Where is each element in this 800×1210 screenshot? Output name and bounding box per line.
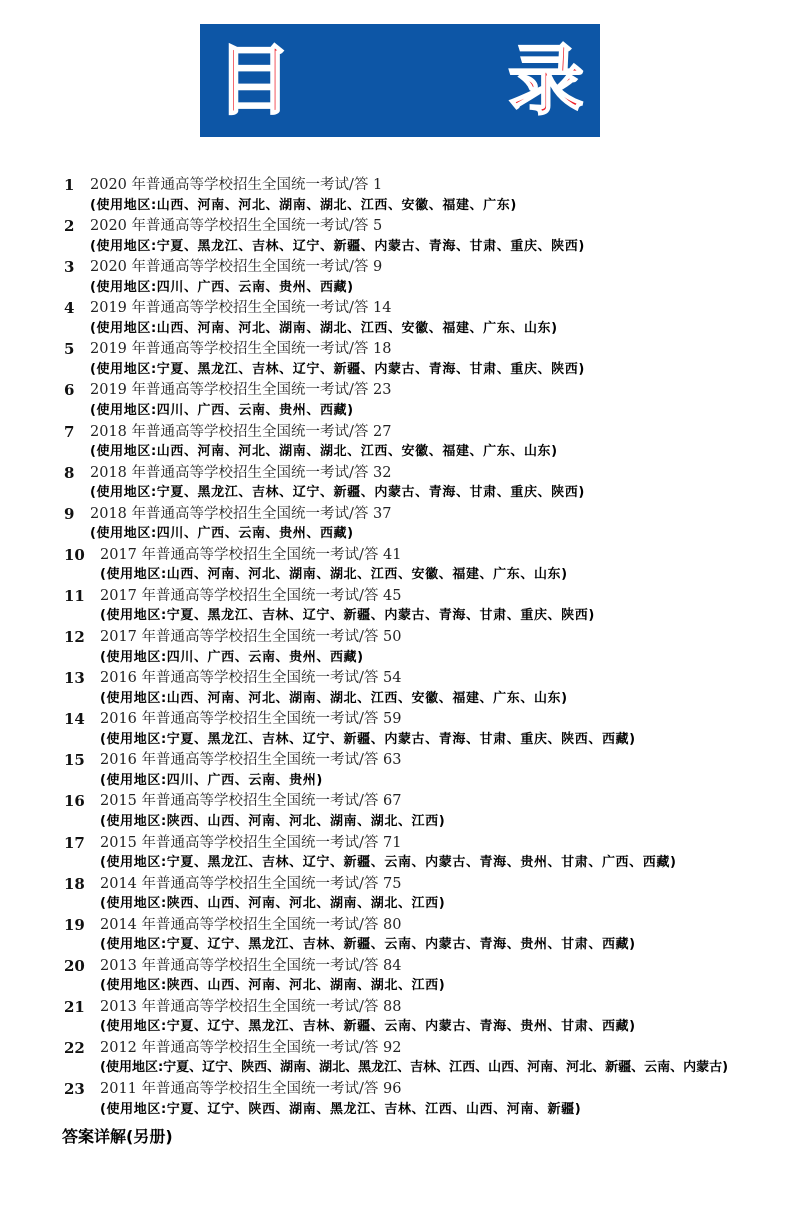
entry-number: 6 (64, 381, 75, 400)
toc-entry[interactable] (0, 750, 800, 791)
entry-region: (使用地区:四川、广西、云南、贵州) (100, 772, 323, 788)
entry-region: (使用地区:宁夏、辽宁、黑龙江、吉林、新疆、云南、内蒙古、青海、贵州、甘肃、西藏) (100, 937, 636, 953)
entry-number: 16 (64, 792, 85, 811)
toc-entry[interactable] (0, 216, 800, 257)
entry-title: 2018 年普通高等学校招生全国统一考试/答 37 (90, 505, 392, 522)
toc-entry[interactable] (0, 833, 800, 874)
entry-title: 2016 年普通高等学校招生全国统一考试/答 59 (100, 711, 402, 728)
entry-title: 2015 年普通高等学校招生全国统一考试/答 71 (100, 834, 402, 851)
table-of-contents (0, 175, 800, 1120)
entry-title: 2012 年普通高等学校招生全国统一考试/答 92 (100, 1039, 402, 1056)
entry-title: 2017 年普通高等学校招生全国统一考试/答 41 (100, 546, 402, 563)
toc-entry[interactable] (0, 586, 800, 627)
entry-region: (使用地区:陕西、山西、河南、河北、湖南、湖北、江西) (100, 896, 446, 912)
entry-number: 13 (64, 669, 85, 688)
entry-region: (使用地区:山西、河南、河北、湖南、湖北、江西、安徽、福建、广东、山东) (90, 444, 558, 460)
entry-region: (使用地区:山西、河南、河北、湖南、湖北、江西、安徽、福建、广东、山东) (100, 567, 568, 583)
entry-region: (使用地区:宁夏、黑龙江、吉林、辽宁、新疆、内蒙古、青海、甘肃、重庆、陕西) (100, 608, 595, 624)
entry-region: (使用地区:四川、广西、云南、贵州、西藏) (90, 279, 354, 295)
entry-number: 17 (64, 833, 85, 852)
entry-title: 2015 年普通高等学校招生全国统一考试/答 67 (100, 793, 402, 810)
entry-region: (使用地区:山西、河南、河北、湖南、湖北、江西、安徽、福建、广东、山东) (90, 320, 558, 336)
entry-title: 2011 年普通高等学校招生全国统一考试/答 96 (100, 1081, 402, 1098)
entry-region: (使用地区:四川、广西、云南、贵州、西藏) (90, 402, 354, 418)
entry-number: 2 (64, 217, 75, 236)
entry-region: (使用地区:山西、河南、河北、湖南、湖北、江西、安徽、福建、广东) (90, 197, 517, 213)
entry-number: 15 (64, 751, 85, 770)
entry-title: 2014 年普通高等学校招生全国统一考试/答 75 (100, 875, 402, 892)
entry-title: 2020 年普通高等学校招生全国统一考试/答 5 (90, 218, 383, 235)
toc-entry[interactable] (0, 257, 800, 298)
entry-title: 2016 年普通高等学校招生全国统一考试/答 63 (100, 752, 402, 769)
entry-region: (使用地区:宁夏、黑龙江、吉林、辽宁、新疆、内蒙古、青海、甘肃、重庆、陕西) (90, 238, 585, 254)
entry-region: (使用地区:宁夏、辽宁、陕西、湖南、黑龙江、吉林、江西、山西、河南、新疆) (100, 1101, 582, 1117)
entry-number: 10 (64, 545, 85, 564)
toc-entry[interactable] (0, 874, 800, 915)
entry-region: (使用地区:陕西、山西、河南、河北、湖南、湖北、江西) (100, 813, 446, 829)
entry-number: 8 (64, 463, 75, 482)
entry-title: 2019 年普通高等学校招生全国统一考试/答 14 (90, 300, 392, 317)
entry-region: (使用地区:陕西、山西、河南、河北、湖南、湖北、江西) (100, 978, 446, 994)
entry-region: (使用地区:宁夏、黑龙江、吉林、辽宁、新疆、内蒙古、青海、甘肃、重庆、陕西) (90, 361, 585, 377)
toc-entry[interactable] (0, 175, 800, 216)
page-title: 目 录 (216, 35, 654, 125)
entry-number: 18 (64, 874, 85, 893)
answers-note: 答案详解(另册) (62, 1127, 173, 1146)
entry-title: 2020 年普通高等学校招生全国统一考试/答 1 (90, 177, 383, 193)
entry-region: (使用地区:宁夏、辽宁、黑龙江、吉林、新疆、云南、内蒙古、青海、贵州、甘肃、西藏) (100, 1019, 636, 1035)
entry-number: 12 (64, 628, 85, 647)
entry-title: 2019 年普通高等学校招生全国统一考试/答 18 (90, 341, 392, 358)
entry-number: 5 (64, 340, 75, 359)
entry-number: 7 (64, 422, 75, 441)
toc-entry[interactable] (0, 380, 800, 421)
toc-entry[interactable] (0, 956, 800, 997)
toc-entry[interactable] (0, 791, 800, 832)
toc-entry[interactable] (0, 545, 800, 586)
entry-region: (使用地区:宁夏、黑龙江、吉林、辽宁、新疆、云南、内蒙古、青海、贵州、甘肃、广西、西藏) (100, 855, 677, 870)
entry-number: 22 (64, 1038, 85, 1057)
toc-entry[interactable] (0, 504, 800, 545)
toc-entry[interactable] (0, 915, 800, 956)
entry-title: 2013 年普通高等学校招生全国统一考试/答 84 (100, 957, 402, 974)
title-banner (200, 24, 654, 137)
toc-entry[interactable] (0, 997, 800, 1038)
entry-number: 20 (64, 956, 85, 975)
entry-region: (使用地区:四川、广西、云南、贵州、西藏) (100, 649, 364, 665)
entry-title: 2020 年普通高等学校招生全国统一考试/答 9 (90, 259, 383, 276)
toc-entry[interactable] (0, 1079, 800, 1120)
toc-entry[interactable] (0, 1038, 800, 1079)
entry-number: 4 (64, 299, 75, 318)
entry-region: (使用地区:宁夏、辽宁、陕西、湖南、湖北、黑龙江、吉林、江西、山西、河南、河北、新疆、云南、内蒙古) (100, 1060, 729, 1076)
toc-entry[interactable] (0, 668, 800, 709)
entry-title: 2018 年普通高等学校招生全国统一考试/答 27 (90, 423, 392, 440)
entry-number: 11 (64, 586, 85, 605)
toc-entry[interactable] (0, 627, 800, 668)
entry-title: 2019 年普通高等学校招生全国统一考试/答 23 (90, 382, 392, 399)
entry-title: 2018 年普通高等学校招生全国统一考试/答 32 (90, 464, 392, 481)
entry-title: 2017 年普通高等学校招生全国统一考试/答 45 (100, 587, 402, 604)
toc-entry[interactable] (0, 709, 800, 750)
entry-region: (使用地区:宁夏、黑龙江、吉林、辽宁、新疆、内蒙古、青海、甘肃、重庆、陕西、西藏) (100, 731, 636, 747)
entry-number: 1 (64, 176, 75, 194)
entry-number: 23 (64, 1080, 85, 1099)
entry-number: 21 (64, 997, 85, 1016)
entry-number: 3 (64, 258, 75, 277)
toc-entry[interactable] (0, 339, 800, 380)
entry-title: 2014 年普通高等学校招生全国统一考试/答 80 (100, 916, 402, 933)
entry-number: 19 (64, 915, 85, 934)
entry-region: (使用地区:宁夏、黑龙江、吉林、辽宁、新疆、内蒙古、青海、甘肃、重庆、陕西) (90, 485, 585, 501)
entry-title: 2013 年普通高等学校招生全国统一考试/答 88 (100, 998, 402, 1015)
toc-entry[interactable] (0, 463, 800, 504)
entry-title: 2017 年普通高等学校招生全国统一考试/答 50 (100, 629, 402, 646)
toc-entry[interactable] (0, 422, 800, 463)
entry-number: 9 (64, 504, 75, 523)
entry-region: (使用地区:山西、河南、河北、湖南、湖北、江西、安徽、福建、广东、山东) (100, 690, 568, 706)
entry-region: (使用地区:四川、广西、云南、贵州、西藏) (90, 526, 354, 542)
entry-title: 2016 年普通高等学校招生全国统一考试/答 54 (100, 670, 402, 687)
toc-entry[interactable] (0, 298, 800, 339)
entry-number: 14 (64, 710, 85, 729)
